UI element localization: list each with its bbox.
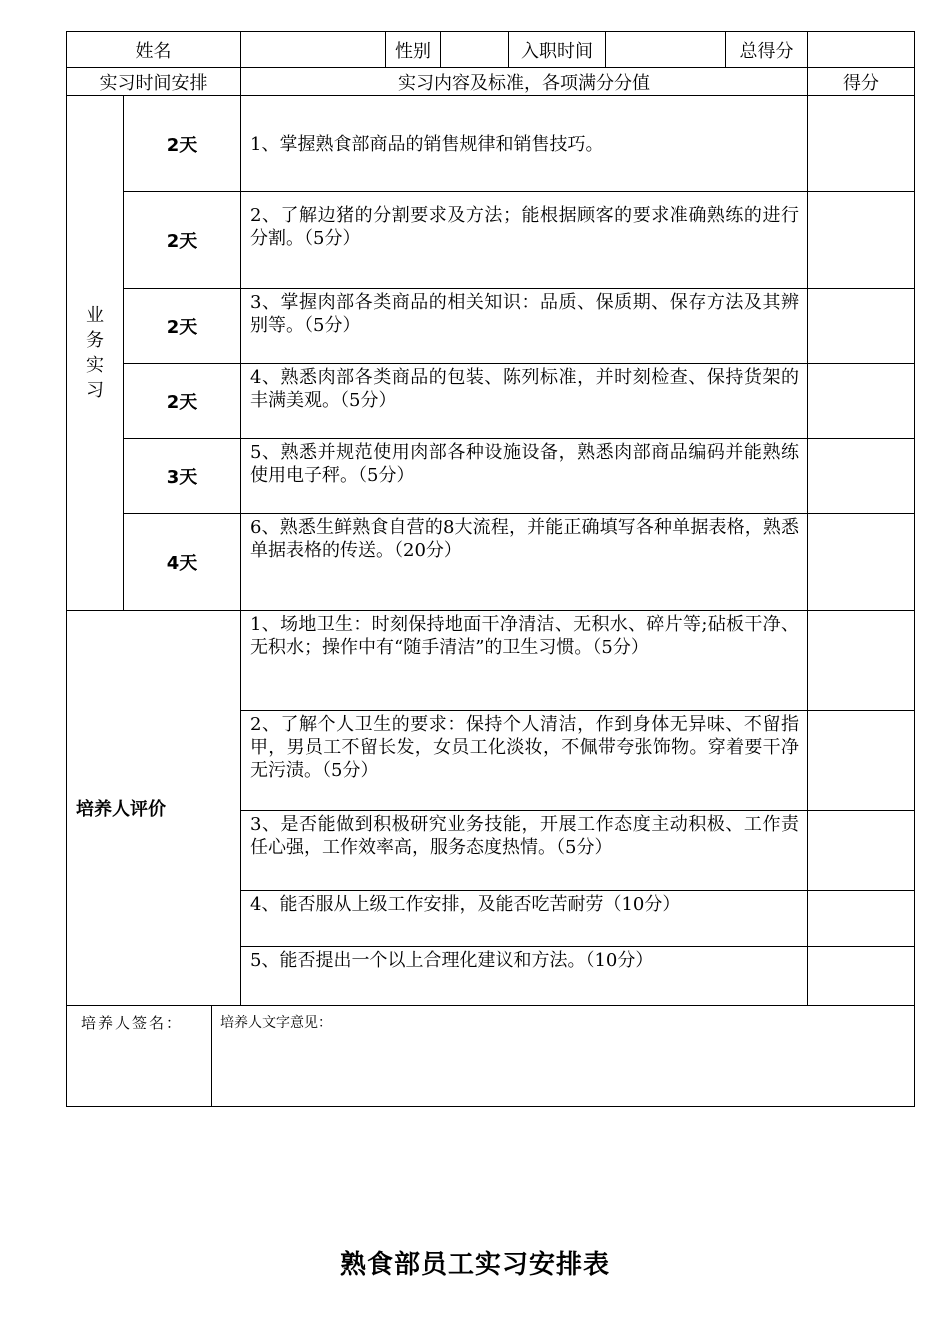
evaluation-row bbox=[67, 611, 915, 711]
business-row bbox=[67, 289, 915, 364]
entry-date-field[interactable] bbox=[606, 32, 726, 68]
score-cell[interactable] bbox=[808, 96, 915, 192]
total-score-label: 总得分 bbox=[726, 32, 808, 68]
business-item-5: 5、熟悉并规范使用肉部各种设施设备，熟悉肉部商品编码并能熟练使用电子秤。（5分） bbox=[241, 439, 808, 514]
score-cell[interactable] bbox=[808, 711, 915, 811]
days-cell: 4天 bbox=[124, 514, 241, 611]
score-cell[interactable] bbox=[808, 439, 915, 514]
evaluation-item-2: 2、了解个人卫生的要求：保持个人清洁，作到身体无异味、不留指甲，男员工不留长发，女员工化淡妆，不佩带夸张饰物。穿着要干净无污渍。（5分） bbox=[241, 711, 808, 811]
business-row bbox=[67, 192, 915, 289]
score-cell[interactable] bbox=[808, 289, 915, 364]
evaluation-item-1: 1、场地卫生：时刻保持地面干净清洁、无积水、碎片等;砧板干净、无积水；操作中有“随手清洁”的卫生习惯。（5分） bbox=[241, 611, 808, 711]
score-cell[interactable] bbox=[808, 611, 915, 711]
score-cell[interactable] bbox=[808, 364, 915, 439]
business-row bbox=[67, 96, 915, 192]
business-row bbox=[67, 364, 915, 439]
score-label: 得分 bbox=[808, 68, 915, 96]
score-cell[interactable] bbox=[808, 891, 915, 947]
trainer-signature-label: 培养人签名： bbox=[81, 1014, 184, 1032]
days-cell: 2天 bbox=[124, 96, 241, 192]
content-label: 实习内容及标准，各项满分分值 bbox=[241, 68, 808, 96]
entry-date-label: 入职时间 bbox=[509, 32, 606, 68]
schedule-label: 实习时间安排 bbox=[67, 68, 241, 96]
internship-form-table bbox=[66, 31, 915, 1107]
subheader-row bbox=[67, 68, 915, 96]
gender-field[interactable] bbox=[441, 32, 509, 68]
evaluation-item-3: 3、是否能做到积极研究业务技能，开展工作态度主动积极、工作责任心强，工作效率高，服务态度热情。（5分） bbox=[241, 811, 808, 891]
name-field[interactable] bbox=[241, 32, 386, 68]
business-item-3: 3、掌握肉部各类商品的相关知识：品质、保质期、保存方法及其辨别等。（5分） bbox=[241, 289, 808, 364]
business-item-4: 4、熟悉肉部各类商品的包装、陈列标准，并时刻检查、保持货架的丰满美观。（5分） bbox=[241, 364, 808, 439]
document-title: 熟食部员工实习安排表 bbox=[339, 1250, 610, 1280]
header-row bbox=[67, 32, 915, 68]
signature-row bbox=[67, 1006, 915, 1107]
trainer-opinion-label: 培养人文字意见： bbox=[220, 1015, 332, 1031]
business-section-label: 业 务 实 习 bbox=[67, 96, 124, 611]
gender-label: 性别 bbox=[386, 32, 441, 68]
name-label: 姓名 bbox=[67, 32, 241, 68]
trainer-signature-field[interactable] bbox=[67, 1006, 212, 1106]
business-item-6: 6、熟悉生鲜熟食自营的8大流程，并能正确填写各种单据表格，熟悉单据表格的传送。（20分） bbox=[241, 514, 808, 611]
business-row bbox=[67, 514, 915, 611]
score-cell[interactable] bbox=[808, 514, 915, 611]
evaluation-item-4: 4、能否服从上级工作安排，及能否吃苦耐劳（10分） bbox=[241, 891, 808, 947]
evaluation-section-label: 培养人评价 bbox=[67, 611, 241, 1006]
business-item-1: 1、掌握熟食部商品的销售规律和销售技巧。 bbox=[241, 96, 808, 192]
score-cell[interactable] bbox=[808, 811, 915, 891]
days-cell: 2天 bbox=[124, 192, 241, 289]
evaluation-item-5: 5、能否提出一个以上合理化建议和方法。（10分） bbox=[241, 947, 808, 1006]
business-row bbox=[67, 439, 915, 514]
total-score-field[interactable] bbox=[808, 32, 915, 68]
business-item-2: 2、了解边猪的分割要求及方法；能根据顾客的要求准确熟练的进行分割。（5分） bbox=[241, 192, 808, 289]
days-cell: 2天 bbox=[124, 289, 241, 364]
score-cell[interactable] bbox=[808, 192, 915, 289]
trainer-opinion-field[interactable] bbox=[212, 1006, 914, 1106]
days-cell: 3天 bbox=[124, 439, 241, 514]
days-cell: 2天 bbox=[124, 364, 241, 439]
signature-cell bbox=[67, 1006, 915, 1107]
score-cell[interactable] bbox=[808, 947, 915, 1006]
